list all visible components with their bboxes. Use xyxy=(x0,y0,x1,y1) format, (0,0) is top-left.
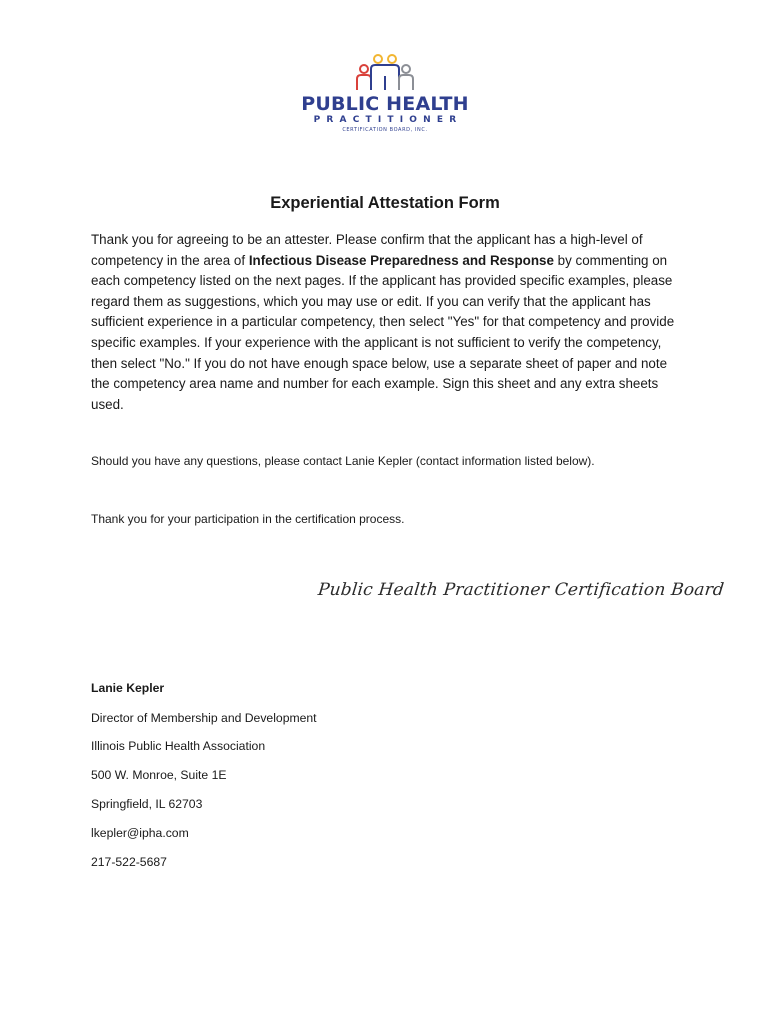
signature: Public Health Practitioner Certification Board xyxy=(316,580,726,600)
contact-organization: Illinois Public Health Association xyxy=(91,739,266,753)
logo-text-certification-board: CERTIFICATION BOARD, INC. xyxy=(342,127,428,133)
contact-name: Lanie Kepler xyxy=(91,681,165,695)
contact-phone: 217-522-5687 xyxy=(91,855,167,869)
contact-title: Director of Membership and Development xyxy=(91,711,317,725)
competency-area: Infectious Disease Preparedness and Response xyxy=(248,252,554,268)
contact-address-line1: 500 W. Monroe, Suite 1E xyxy=(91,768,227,782)
logo-text-public-health: PUBLIC HEALTH xyxy=(301,93,469,115)
intro-text-start: Thank you for agreeing to be an attester. Please confirm that the applicant has a high-level of competency in the area of xyxy=(91,232,643,268)
people-icon xyxy=(353,52,417,92)
form-title: Experiential Attestation Form xyxy=(270,194,500,212)
contact-email: lkepler@ipha.com xyxy=(91,826,189,840)
contact-address-line2: Springfield, IL 62703 xyxy=(91,797,203,811)
organization-logo xyxy=(300,52,470,152)
thanks-note: Thank you for your participation in the certification process. xyxy=(91,512,405,526)
questions-note: Should you have any questions, please contact Lanie Kepler (contact information listed below). xyxy=(91,454,595,468)
intro-paragraph xyxy=(91,230,681,415)
logo-text-practitioner: PRACTITIONER xyxy=(313,115,463,125)
intro-text-end: by commenting on each competency listed on the next pages. If the applicant has provided specific examples, please regard them as suggestions, which you may use or edit. If you can verify that the applicant has sufficient experience in a particular competency, then select "Yes" for that competency and provide specific examples. If your experience with the applicant is not sufficient to verify the competency, then select "No." If you do not have enough space below, use a separate sheet of paper and note the competency area name and number for each example. Sign this sheet and any extra sheets used. xyxy=(91,252,675,412)
